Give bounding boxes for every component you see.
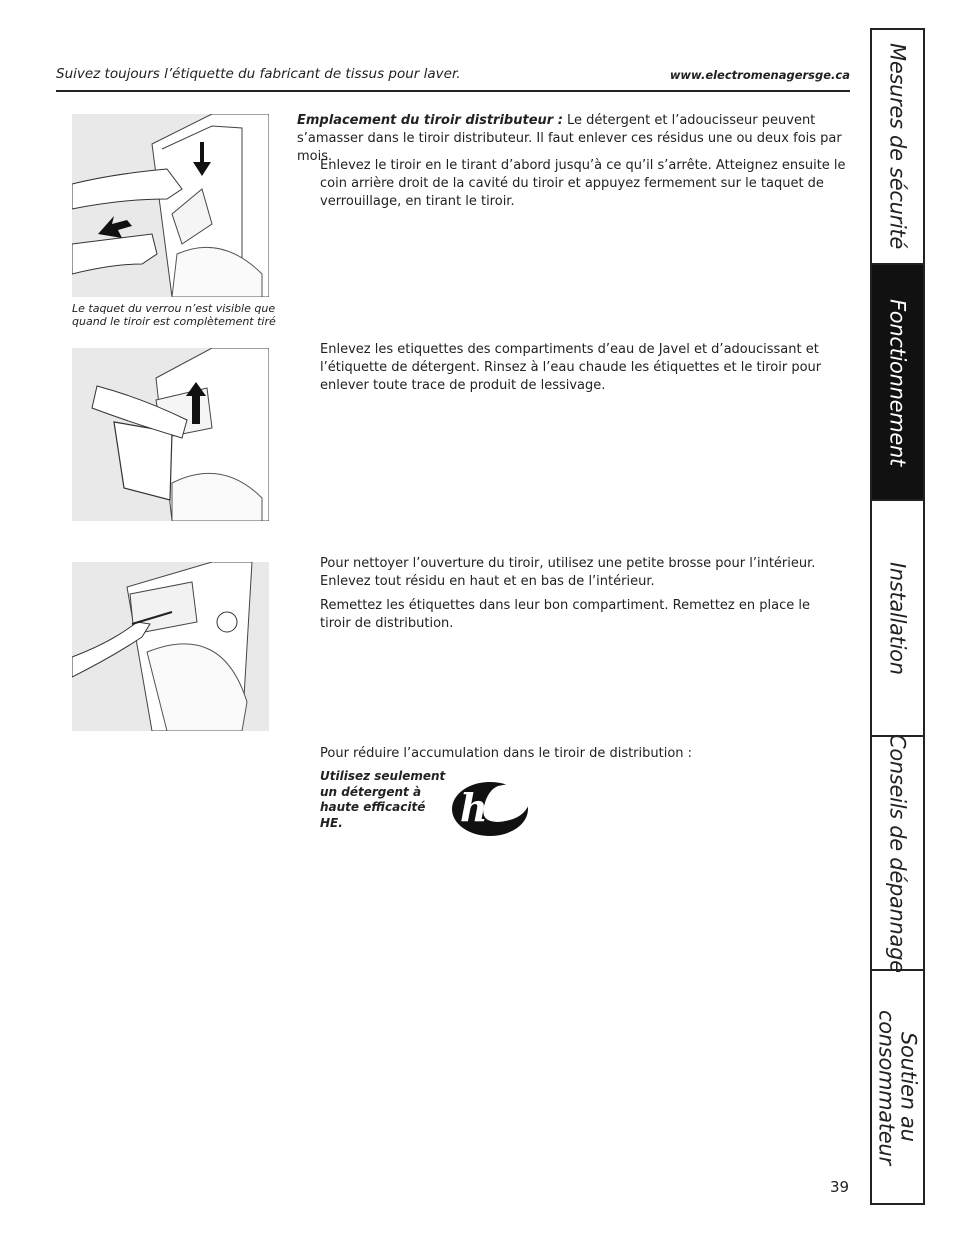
tab-soutien-au-consommateur[interactable] [872, 971, 923, 1203]
tab-fonctionnement[interactable] [872, 265, 923, 501]
clean-opening-step: Pour nettoyer l’ouverture du tiroir, utilisez une petite brosse pour l’intérieur. Enlevez tout résidu en haut et en bas de l’intérieur. [320, 556, 816, 589]
remove-drawer-step: Enlevez le tiroir en le tirant d’abord jusqu’à ce qu’il s’arrête. Atteignez ensuite le coin arrière droit de la cavité du tiroir et appuyez fermement sur le taquet de verrouillage, en tirant le tiroir. [320, 158, 846, 209]
page-number: 39 [830, 1178, 850, 1196]
tab-installation[interactable] [872, 501, 923, 737]
tab-label: Mesures de sécurité [885, 43, 910, 250]
tab-label: Soutien au consommateur [874, 1009, 921, 1165]
figure-clean-opening [72, 562, 269, 731]
figure-remove-labels [72, 348, 269, 521]
tab-mesures-de-securite[interactable] [872, 30, 923, 265]
figure-caption: Le taquet du verrou n’est visible que quand le tiroir est complètement tiré [72, 302, 276, 328]
he-detergent-note: Utilisez seulement un détergent à haute efficacité HE. [320, 769, 446, 830]
tab-conseils-de-depannage[interactable] [872, 733, 923, 973]
replace-labels-step: Remettez les étiquettes dans leur bon compartiment. Remettez en place le tiroir de distribution. [320, 598, 810, 631]
header-instruction: Suivez toujours l’étiquette du fabricant de tissus pour laver. [56, 66, 461, 82]
tab-label: Fonctionnement [885, 298, 910, 466]
he-logo [450, 776, 534, 842]
header-rule [56, 90, 850, 92]
remove-labels-step: Enlevez les etiquettes des compartiments d’eau de Javel et d’adoucissant et l’étiquette de détergent. Rinsez à l’eau chaude les étiquettes et le tiroir pour enlever toute trace de produit de lessivage. [320, 342, 822, 393]
section-tabs [870, 28, 925, 1205]
dispenser-location-title: Emplacement du tiroir distributeur : [297, 113, 563, 128]
tab-label: Installation [885, 561, 910, 675]
dispenser-location-intro: Le détergent et l’adoucisseur peuvent s’amasser dans le tiroir distributeur. Il faut enlever ces résidus une ou deux fois par mois. [297, 113, 842, 164]
reduce-buildup-intro: Pour réduire l’accumulation dans le tiroir de distribution : [320, 746, 693, 761]
website-link[interactable]: www.electromenagersge.ca [669, 68, 850, 82]
figure-remove-drawer [72, 114, 269, 297]
tab-label: Conseils de dépannage [885, 733, 910, 973]
he-logo-text: he [460, 785, 512, 830]
